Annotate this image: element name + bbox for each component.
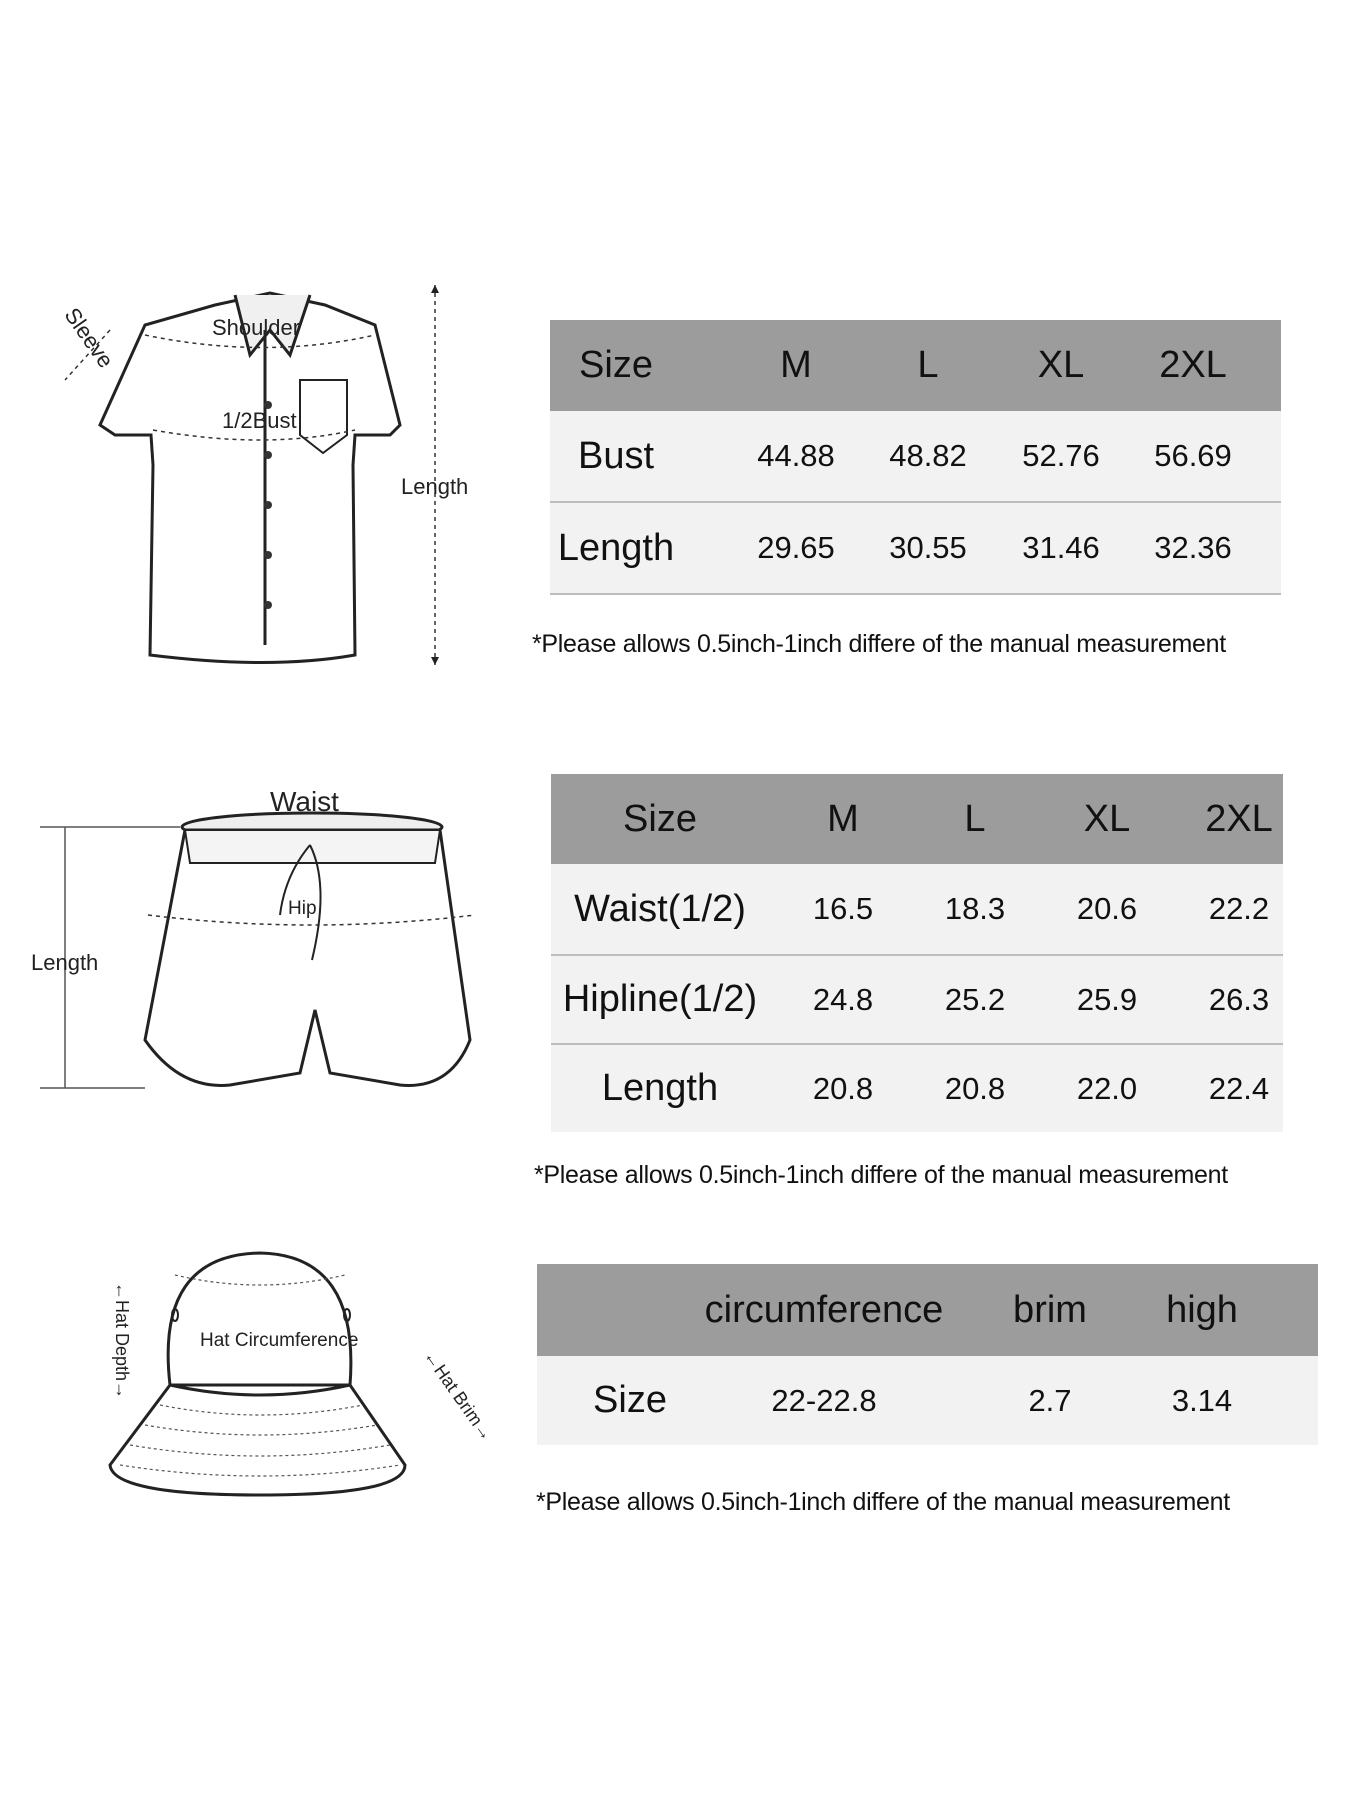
table-cell: 18.3 bbox=[944, 891, 1006, 926]
row-label: Length bbox=[601, 1067, 719, 1109]
table-cell: 44.88 bbox=[757, 438, 835, 473]
table-cell: 22.2 bbox=[1208, 891, 1270, 926]
row-label: Hipline(1/2) bbox=[562, 978, 758, 1020]
header-cell: XL bbox=[1037, 344, 1085, 386]
waist-label: Waist bbox=[270, 786, 339, 817]
header-cell: L bbox=[917, 344, 939, 386]
table-row bbox=[551, 864, 1283, 956]
table-cell: 30.55 bbox=[889, 530, 967, 565]
table-cell: 20.6 bbox=[1076, 891, 1138, 926]
table-cell: 2.7 bbox=[1028, 1382, 1072, 1418]
hip-label: Hip bbox=[288, 898, 317, 919]
table-cell: 48.82 bbox=[889, 438, 967, 473]
shorts-size-table bbox=[551, 774, 1283, 1132]
shirt-size-table bbox=[550, 320, 1281, 595]
table-cell: 31.46 bbox=[1022, 530, 1100, 565]
table-cell: 24.8 bbox=[812, 981, 874, 1017]
hat-circumference-label: Hat Circumference bbox=[200, 1330, 359, 1351]
header-cell: circumference bbox=[704, 1288, 944, 1331]
measurement-note: *Please allows 0.5inch-1inch differe of the manual measurement bbox=[536, 1488, 1230, 1516]
table-cell: 52.76 bbox=[1022, 438, 1100, 473]
table-row bbox=[550, 503, 1281, 595]
table-header bbox=[551, 774, 1283, 864]
table-cell: 22-22.8 bbox=[771, 1382, 877, 1418]
table-row bbox=[550, 411, 1281, 503]
table-cell: 22.4 bbox=[1208, 1070, 1270, 1106]
table-row bbox=[551, 956, 1283, 1045]
table-cell: 26.3 bbox=[1208, 981, 1270, 1017]
header-cell: L bbox=[964, 797, 986, 840]
table-cell: 32.36 bbox=[1154, 530, 1232, 565]
header-cell: 2XL bbox=[1205, 797, 1273, 840]
shoulder-label: Shoulder bbox=[212, 315, 301, 340]
table-cell: 22.0 bbox=[1076, 1070, 1138, 1106]
row-label: Waist(1/2) bbox=[574, 887, 746, 930]
row-label: Bust bbox=[577, 434, 655, 477]
header-cell: 2XL bbox=[1159, 344, 1227, 386]
measurement-note: *Please allows 0.5inch-1inch differe of the manual measurement bbox=[532, 630, 1226, 658]
header-cell: Size bbox=[623, 797, 697, 840]
table-cell: 16.5 bbox=[812, 891, 874, 926]
table-cell: 25.9 bbox=[1076, 981, 1138, 1017]
sleeve-label: Sleeve bbox=[59, 302, 119, 373]
bust-label: 1/2Bust bbox=[222, 408, 297, 433]
table-cell: 3.14 bbox=[1171, 1382, 1233, 1418]
measurement-note: *Please allows 0.5inch-1inch differe of the manual measurement bbox=[534, 1161, 1228, 1189]
table-cell: 25.2 bbox=[944, 981, 1006, 1017]
row-label: Size bbox=[593, 1379, 667, 1421]
row-label: Length bbox=[557, 526, 675, 569]
shorts-diagram bbox=[30, 785, 470, 1105]
header-cell: M bbox=[780, 344, 812, 386]
header-cell: Size bbox=[579, 344, 653, 386]
hat-brim-label: ←Hat Brim→ bbox=[419, 1346, 498, 1445]
table-row bbox=[551, 1045, 1283, 1132]
table-cell: 29.65 bbox=[757, 530, 835, 565]
header-cell: M bbox=[827, 797, 859, 840]
length-label: Length bbox=[401, 474, 469, 499]
length-label: Length bbox=[31, 950, 99, 975]
table-cell: 56.69 bbox=[1154, 438, 1232, 473]
table-header bbox=[537, 1264, 1318, 1356]
header-cell: high bbox=[1166, 1288, 1238, 1331]
table-row bbox=[537, 1356, 1318, 1445]
header-cell: brim bbox=[1013, 1288, 1087, 1331]
table-cell: 20.8 bbox=[944, 1070, 1006, 1106]
table-header bbox=[550, 320, 1281, 411]
table-cell: 20.8 bbox=[812, 1070, 874, 1106]
hat-size-table bbox=[537, 1264, 1318, 1445]
hat-depth-label: ←Hat Depth→ bbox=[112, 1281, 133, 1400]
header-cell: XL bbox=[1083, 797, 1131, 840]
